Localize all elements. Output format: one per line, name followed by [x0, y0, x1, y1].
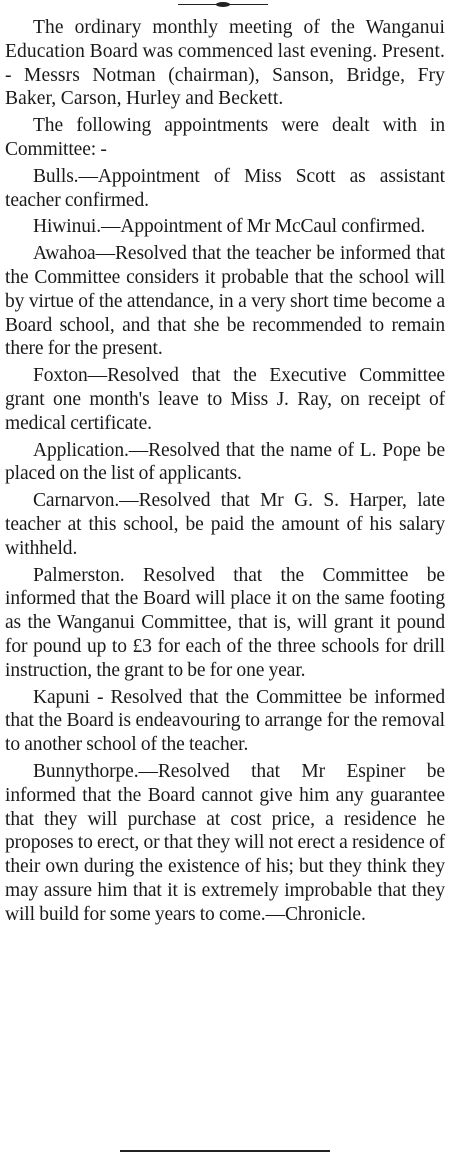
paragraph-appointments-intro: The following appointments were dealt with in Committee: -	[5, 115, 445, 160]
paragraph-kapuni: Kapuni - Resolved that the Committee be informed that the Board is endeavouring to arrange for the removal to another school of the teacher.	[5, 686, 445, 756]
paragraph-awahoa: Awahoa—Resolved that the teacher be informed that the Committee considers it probable that the school will by virtue of the attendance, in a very short time become a Board school, and that she be recommended to remain there for the present.	[5, 243, 445, 360]
top-ornament-rule	[178, 4, 268, 5]
bottom-rule	[120, 1150, 330, 1152]
paragraph-palmerston: Palmerston. Resolved that the Committee be informed that the Board will place it on the same footing as the Wanganui Committee, that is, will grant it pound for pound up to £3 for each of the three schools for drill instruction, the grant to be for one year.	[5, 564, 445, 681]
article-body	[5, 16, 445, 929]
paragraph-carnarvon: Carnarvon.—Resolved that Mr G. S. Harper, late teacher at this school, be paid the amount of his salary withheld.	[5, 490, 445, 559]
paragraph-bulls: Bulls.—Appointment of Miss Scott as assistant teacher confirmed.	[5, 165, 445, 211]
paragraph-application: Application.—Resolved that the name of L. Pope be placed on the list of applicants.	[5, 439, 445, 485]
paragraph-meeting-intro: The ordinary monthly meeting of the Wanganui Education Board was commenced last evening. Present. - Messrs Notman (chairman), Sanson, Bridge, Fry Baker, Carson, Hurley and Beckett.	[5, 17, 445, 110]
paragraph-bunnythorpe: Bunnythorpe.—Resolved that Mr Espiner be informed that the Board cannot give him any guarantee that they will purchase at cost price, a residence he proposes to erect, or that they will not erect a residence of their own during the existence of his; but they think they may assure him that it is extremely improbable that they will build for some years to come.—Chronicle.	[5, 760, 445, 925]
paragraph-hiwinui: Hiwinui.—Appointment of Mr McCaul confirmed.	[33, 216, 426, 238]
paragraph-foxton: Foxton—Resolved that the Executive Committee grant one month's leave to Miss J. Ray, on receipt of medical certificate.	[5, 365, 445, 434]
